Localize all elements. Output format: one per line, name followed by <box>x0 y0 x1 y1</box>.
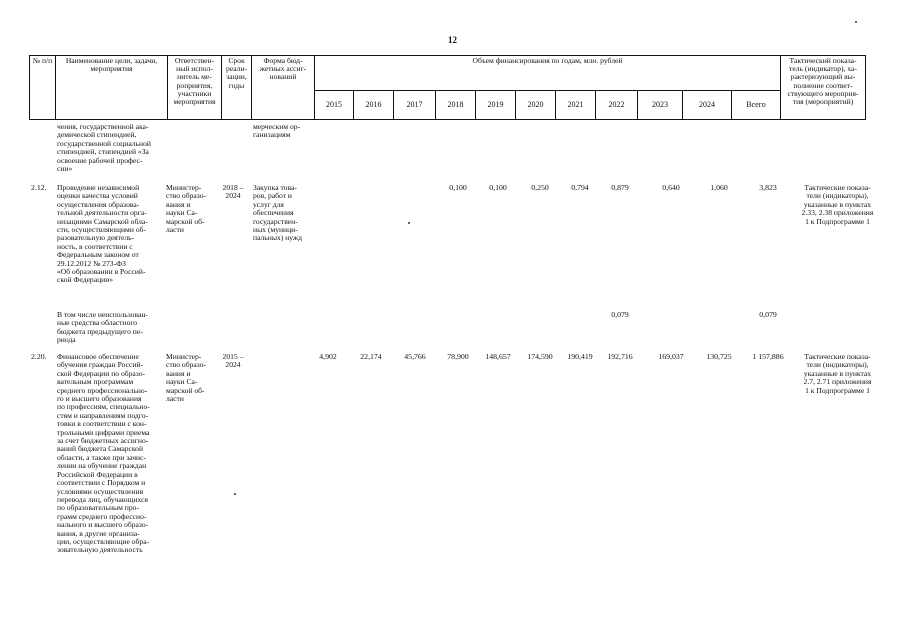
row-value: 169,037 <box>658 352 684 361</box>
row-name: Финансовое обеспечение обучения граждан Россий- ской Федерации по образо- вательным программам среднего профессионально- го и высшего образования по профессиям, специально- стям и направлениям подго- товки в соответствии с кон- трольными цифрами приема за счет бюджетных ассигно- ваний бюджета Самарской области, а также при зачис- лении на обучение граждан Российской Федерации в соответствии с Порядком и условиями осуществления перевода лиц, обучающихся по образовательным про- грамм среднего профессио- нального и высшего образо- вания, в другие организа- ции, осуществляющие обра- зовательную деятельность <box>57 352 150 555</box>
header-name: Наименование цели, задачи, мероприятия <box>56 56 168 120</box>
row-value: 4,902 <box>319 352 337 361</box>
header-form: Форма бюд- жетных ассиг- нований <box>252 56 315 120</box>
row-value: 0,100 <box>449 183 467 192</box>
header-term: Срок реали- зации, годы <box>222 56 252 120</box>
row-value: 0,794 <box>571 183 589 192</box>
row-number: 2.20. <box>31 352 47 361</box>
row-value: 0,250 <box>531 183 549 192</box>
header-year: 2017 <box>394 91 436 120</box>
row-indicator: Тактические показа- тели (индикаторы), указанные в пунктах 2.33, 2.38 приложения 1 к Подпрограмме 1 <box>801 183 874 226</box>
row-value: 174,590 <box>527 352 553 361</box>
page-number: 12 <box>448 35 457 45</box>
header-indicator: Тактический показа- тель (индикатор), ха- рактеризующий вы- полнение соответ- ствующего мероприя- тия (мероприятий) <box>781 56 866 120</box>
row-executor: Министер- ство образо- вания и науки Са- марской об- ласти <box>166 352 207 404</box>
header-year: 2018 <box>436 91 476 120</box>
continuation-form: мерческим ор- ганизациям <box>253 122 301 140</box>
header-year: 2016 <box>354 91 394 120</box>
table-header <box>29 55 866 120</box>
row-executor: Министер- ство образо- вания и науки Са- марской об- ласти <box>166 183 207 235</box>
header-executor: Ответствен- ный испол- нитель ме- роприятия, участники мероприятия <box>168 56 222 120</box>
header-year: 2024 <box>683 91 732 120</box>
row-value: 192,716 <box>607 352 633 361</box>
row-value: 78,900 <box>447 352 469 361</box>
header-year: 2019 <box>476 91 516 120</box>
header-year: 2020 <box>516 91 556 120</box>
row-value: 22,174 <box>360 352 382 361</box>
row-value: 0,100 <box>489 183 507 192</box>
header-year: 2022 <box>596 91 638 120</box>
row-total: 3,823 <box>759 183 777 192</box>
row-value: 1,060 <box>710 183 728 192</box>
row-value: 0,079 <box>611 310 629 319</box>
header-num: № п/п <box>30 56 56 120</box>
row-name: В том числе неиспользован- ные средства областного бюджета предыдущего пе- риода <box>57 310 148 345</box>
scan-speck <box>234 493 236 495</box>
header-year: 2021 <box>556 91 596 120</box>
header-year: 2015 <box>315 91 354 120</box>
row-indicator: Тактические показа- тели (индикаторы), указанные в пунктах 2.7, 2.71 приложения 1 к Подпрограмме 1 <box>803 352 872 395</box>
row-name: Проведение независимой оценки качества условий осуществления образова- тельной деятельности орга- низациями Самарской обла- сти, осуществляющими об- разовательную деятель- ность, в соответствии с Федеральным законом от 29.12.2012 № 273-ФЗ «Об образовании в Россий- ской Федерации» <box>57 183 148 285</box>
continuation-name: чения, государственной ака- демической стипендией, государственной социальной стипендией, стипендией «За освоение рабочей профес- сии» <box>57 122 151 174</box>
row-value: 0,879 <box>611 183 629 192</box>
row-value: 130,725 <box>706 352 732 361</box>
row-value: 148,657 <box>485 352 511 361</box>
row-form: Закупка това- ров, работ и услуг для обеспечения государствен- ных (муници- пальных) нужд <box>253 183 303 243</box>
scan-speck <box>408 222 410 224</box>
row-total: 1 157,886 <box>752 352 784 361</box>
row-value: 190,419 <box>567 352 593 361</box>
header-total: Всего <box>732 91 781 120</box>
row-total: 0,079 <box>759 310 777 319</box>
header-funding: Объем финансирования по годам, млн. рублей <box>315 56 781 91</box>
row-number: 2.12. <box>31 183 47 192</box>
row-term: 2015 – 2024 <box>222 352 244 370</box>
row-value: 45,766 <box>404 352 426 361</box>
row-term: 2018 – 2024 <box>222 183 244 201</box>
scan-speck <box>855 21 857 23</box>
header-year: 2023 <box>638 91 683 120</box>
row-value: 0,640 <box>662 183 680 192</box>
